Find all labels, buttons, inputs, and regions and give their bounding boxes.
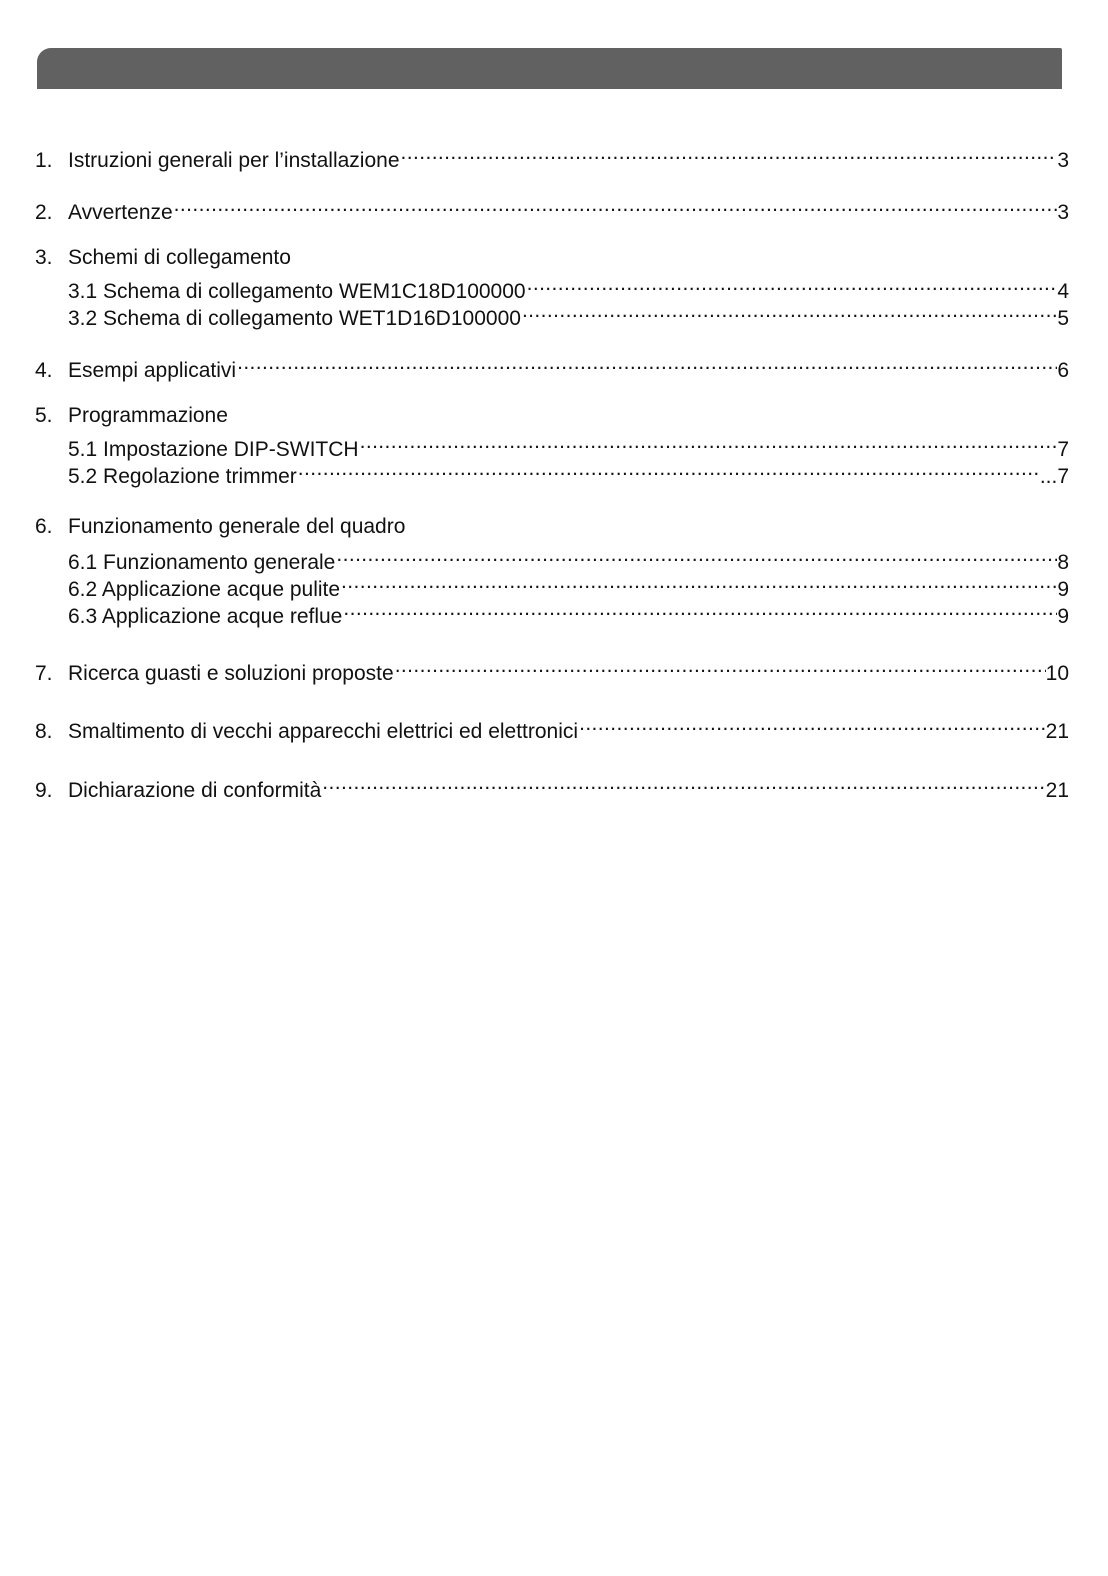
toc-title: Avvertenze <box>68 201 173 224</box>
toc-leader <box>236 349 1057 377</box>
toc-leader <box>173 191 1058 219</box>
toc-title: 6.2 Applicazione acque pulite <box>68 578 341 601</box>
toc-title: 3.1 Schema di collegamento WEM1C18D100000 <box>68 280 526 303</box>
header-bar <box>37 48 1062 89</box>
toc-entry-5-2[interactable] <box>68 455 1069 488</box>
toc-leader <box>321 769 1045 797</box>
toc-page: 3 <box>1057 149 1069 172</box>
toc-page: 8 <box>1057 551 1069 574</box>
toc-entry-9[interactable] <box>35 769 1069 802</box>
toc-leader <box>342 595 1057 623</box>
toc-title: 3.2 Schema di collegamento WET1D16D100000 <box>68 307 521 330</box>
toc-page: 21 <box>1045 720 1069 743</box>
toc-title: Funzionamento generale del quadro <box>68 515 406 538</box>
toc-title: Programmazione <box>68 404 228 427</box>
toc-number: 5. <box>35 404 53 427</box>
toc-entry-6-3[interactable] <box>68 595 1069 628</box>
toc-number: 1. <box>35 149 53 172</box>
toc-page: 6 <box>1057 359 1069 382</box>
toc-entry-3 <box>35 244 1069 272</box>
toc-page: 9 <box>1057 605 1069 628</box>
toc-number: 6. <box>35 515 53 538</box>
toc-number: 9. <box>35 779 53 802</box>
toc-page: 21 <box>1045 779 1069 802</box>
toc-title: 6.1 Funzionamento generale <box>68 551 336 574</box>
toc-page: 9 <box>1057 578 1069 601</box>
toc-page: 10 <box>1045 662 1069 685</box>
toc-leader <box>526 270 1058 298</box>
toc-entry-8[interactable] <box>35 710 1069 743</box>
toc-leader <box>400 139 1058 167</box>
toc-entry-5-1[interactable] <box>68 428 1069 461</box>
toc-leader <box>521 297 1057 325</box>
toc-number: 4. <box>35 359 53 382</box>
toc-number: 8. <box>35 720 53 743</box>
toc-entry-6 <box>35 513 1069 541</box>
toc-title: Esempi applicativi <box>68 359 237 382</box>
toc-entry-5 <box>35 402 1069 430</box>
toc-title: Schemi di collegamento <box>68 246 291 269</box>
toc-title: 5.1 Impostazione DIP-SWITCH <box>68 438 359 461</box>
toc-page: 7 <box>1057 438 1069 461</box>
toc-page: 5 <box>1057 307 1069 330</box>
toc-number: 7. <box>35 662 53 685</box>
toc-title: Ricerca guasti e soluzioni proposte <box>68 662 394 685</box>
toc-title: 5.2 Regolazione trimmer <box>68 465 297 488</box>
toc-leader <box>394 652 1046 680</box>
toc-entry-4[interactable] <box>35 349 1069 382</box>
toc-entry-3-2[interactable] <box>68 297 1069 330</box>
toc-page: ...7 <box>1039 465 1069 488</box>
toc-number: 3. <box>35 246 53 269</box>
toc-entry-3-1[interactable] <box>68 270 1069 303</box>
toc-entry-7[interactable] <box>35 652 1069 685</box>
toc-title: Istruzioni generali per l’installazione <box>68 149 400 172</box>
toc-entry-6-1[interactable] <box>68 541 1069 574</box>
toc-number: 2. <box>35 201 53 224</box>
toc-title: Smaltimento di vecchi apparecchi elettrici ed elettronici <box>68 720 579 743</box>
toc-leader <box>578 710 1046 738</box>
toc-entry-2[interactable] <box>35 191 1069 224</box>
toc-page: 3 <box>1057 201 1069 224</box>
toc-title: 6.3 Applicazione acque reflue <box>68 605 343 628</box>
toc-entry-6-2[interactable] <box>68 568 1069 601</box>
toc-leader <box>340 568 1057 596</box>
toc-title: Dichiarazione di conformità <box>68 779 322 802</box>
toc-leader <box>335 541 1057 569</box>
toc-entry-1[interactable] <box>35 139 1069 172</box>
toc-leader <box>359 428 1058 456</box>
toc-leader <box>297 455 1040 483</box>
toc-page: 4 <box>1057 280 1069 303</box>
